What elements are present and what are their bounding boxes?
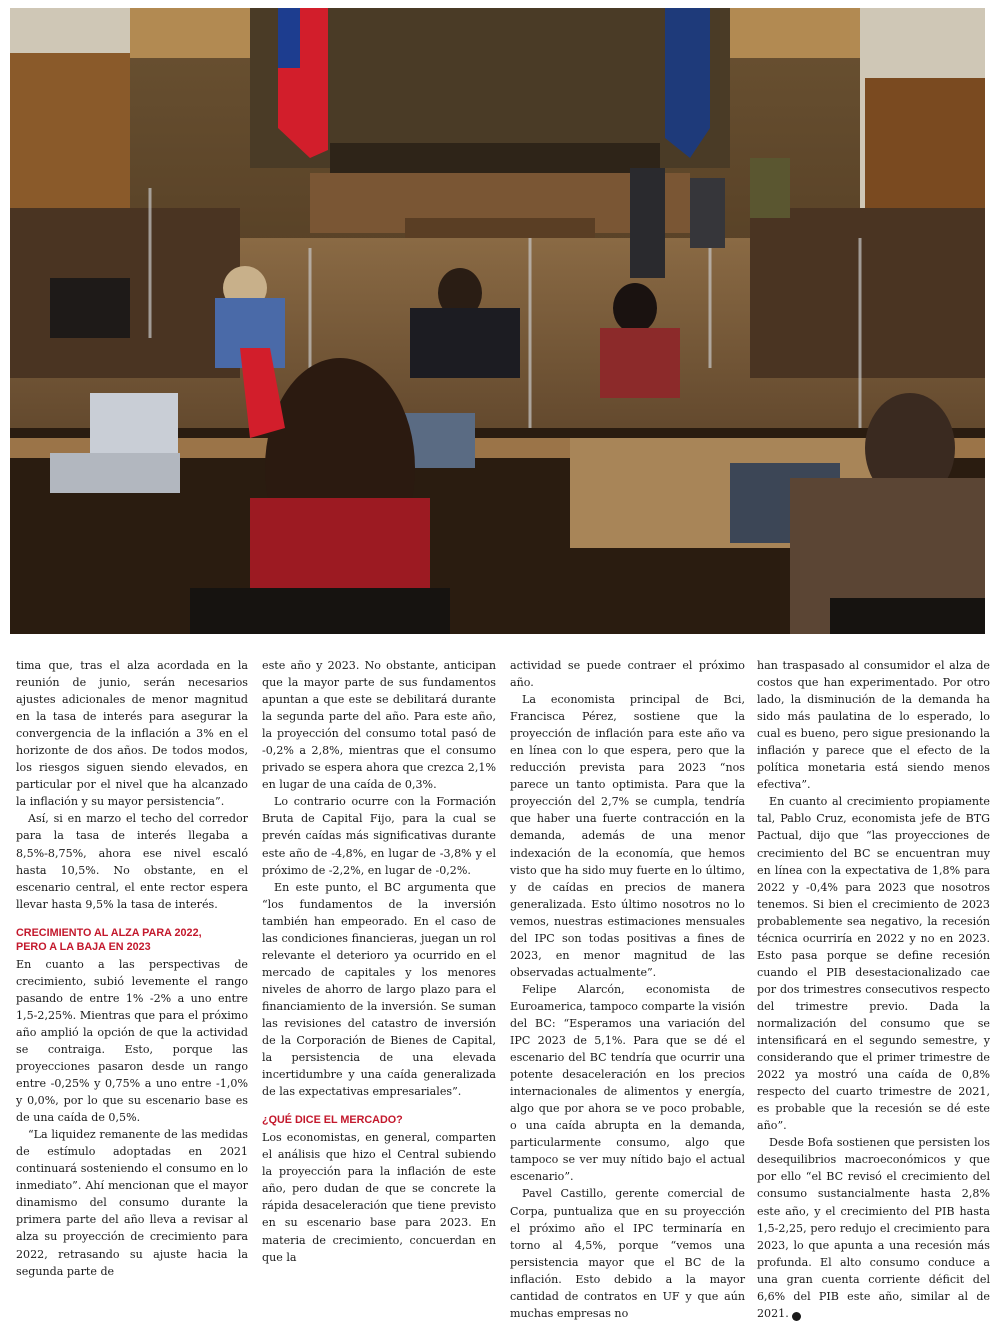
paragraph-text: Desde Bofa sostienen que persisten los desequilibrios macroeconómicos y que por ello “el BC revisó el crecimiento del consumo sustancialmente hasta 2,8% este año, y el crecimiento del PIB hasta 1,5-2,25, pero redujo el crecimiento para 2023, lo que apunta a una recesión más profunda. El alto consumo conduce a una gran cuenta corriente déficit del 6,6% del PIB este año, similar al de 2021.	[757, 1136, 990, 1320]
paragraph: actividad se puede contraer el próximo año.	[510, 659, 745, 690]
article-column-2	[262, 657, 496, 1266]
paragraph: tima que, tras el alza acordada en la reunión de junio, serán necesarios ajustes adicionales de menor magnitud en la tasa de interés para asegurar la convergencia de la inflación a 3% en el horizonte de dos años. De todos modos, los riesgos siguen siendo elevados, en particular por el nivel que ha alcanzado la inflación y su mayor persistencia”.	[16, 659, 248, 809]
article-photo	[10, 8, 985, 634]
paragraph: Pavel Castillo, gerente comercial de Corpa, puntualiza que en su proyección el próximo año el IPC terminaría en torno al 4,5%, porque “vemos una persistencia mayor que el BC de la inflación. Esto debido a la mayor cantidad de contratos en UF y que aún muchas empresas no	[510, 1187, 745, 1320]
paragraph: este año y 2023. No obstante, anticipan que la mayor parte de sus fundamentos apuntan a que este se debilitará durante la segunda parte del año. Para este año, la proyección del consumo total pasó de -0,2% a 2,8%, mientras que el consumo privado se espera ahora que crezca 2,1% en lugar de una caída de 0,3%.	[262, 659, 496, 792]
paragraph: En cuanto a las perspectivas de crecimiento, subió levemente el rango pasando de entre 1% -2% a uno entre 1,5-2,25%. Mientras que para el próximo año amplió la opción de que la actividad se contraiga. Esto, porque las proyecciones pasaron desde un rango entre -0,25% y 0,75% a uno entre -1,0% y 0,0%, por lo que su escenario base es de una caída de 0,5%.	[16, 957, 248, 1125]
paragraph: En este punto, el BC argumenta que “los fundamentos de la inversión también han empeorado. En el caso de las condiciones financieras, juegan un rol relevante el deterioro ya ocurrido en el mercado de capitales y los menores niveles de ahorro de largo plazo para el financiamiento de la inversión. Se suman las revisiones del catastro de inversión de la Corporación de Bienes de Capital, la persistencia de una elevada incertidumbre y una caída generalizada de las expectativas empresariales”.	[262, 880, 496, 1099]
section-heading-growth: CRECIMIENTO AL ALZA PARA 2022, PERO A LA BAJA EN 2023	[16, 926, 202, 953]
article-column-3	[510, 657, 745, 1322]
paragraph: Los economistas, en general, comparten el análisis que hizo el Central subiendo la proyección para la inflación de este año, pero dudan de que se concrete la rápida desaceleración que tiene previsto en su escenario base para 2023. En materia de crecimiento, concuerdan en que la	[262, 1131, 496, 1264]
paragraph: Felipe Alarcón, economista de Euroamerica, tampoco comparte la visión del BC: “Esperamos una variación del IPC 2023 de 5,1%. Para que se dé el escenario del BC tendría que ocurrir una potente desaceleración en los precios internacionales de alimentos y energía, algo que por ahora se ve poco probable, o una caída abrupta en la demanda, particularmente consumo, algo que tampoco se ver muy nítido bajo el actual escenario”.	[510, 982, 745, 1184]
paragraph: En cuanto al crecimiento propiamente tal, Pablo Cruz, economista jefe de BTG Pactual, dijo que “las proyecciones de crecimiento del BC se encuentran muy en línea con la expectativa de 1,8% para 2022 y -0,4% para 2023 que nosotros tenemos. Si bien el crecimiento de 2023 probablemente sea negativo, la recesión técnica ocurriría en 2022 y no en 2023. Esto pasa porque se define recesión cuando el PIB desestacionalizado cae por dos trimestres consecutivos respecto del trimestre previo. Dada la normalización del consumo que se intensificará en el segundo semestre, y considerando que el primer trimestre de 2022 ya mostró una caída de 0,8% respecto del cuarto trimestre de 2021, es probable que la recesión se dé este año”.	[757, 795, 990, 1133]
paragraph: La economista principal de Bci, Francisca Pérez, sostiene que la proyección de inflación para este año va en línea con lo que espera, pero que la reducción prevista para 2023 “nos parece un tanto optimista. Para que la proyección del 2,7% se cumpla, tendría que haber una fuerte contracción en la demanda, además de una menor indexación de la economía, que hemos visto que ha sido muy fuerte en lo último, y de caídas en precios de manera generalizada. Esto último nosotros no lo vemos, nuestras estimaciones mensuales del IPC son todas positivas a fines de 2023, en menor magnitud de las observadas actualmente”.	[510, 693, 745, 979]
paragraph: han traspasado al consumidor el alza de costos que han experimentado. Por otro lado, la disminución de la demanda ha sido más paulatina de lo esperado, lo cual es bueno, pero sigue presionando la inflación y parece que el efecto de la política monetaria está siendo menos efectiva”.	[757, 659, 990, 792]
paragraph: Así, si en marzo el techo del corredor para la tasa de interés llegaba a 8,5%-8,75%, ahora ese nivel escaló hasta 10,5%. No obstante, en el escenario central, el ente rector espera llevar hasta 9,5% la tasa de interés.	[16, 812, 248, 911]
article-column-1	[16, 657, 248, 1280]
article-column-4	[757, 657, 990, 1322]
end-of-article-icon: P	[792, 1312, 801, 1321]
paragraph	[757, 1134, 990, 1322]
section-heading-market: ¿QUÉ DICE EL MERCADO?	[262, 1114, 403, 1127]
paragraph: Lo contrario ocurre con la Formación Bruta de Capital Fijo, para la cual se prevén caídas más significativas durante este año de -4,8%, en lugar de -3,8% y el próximo de -2,2%, en lugar de -0,2%.	[262, 795, 496, 877]
senate-chamber-photo	[10, 8, 985, 634]
paragraph: “La liquidez remanente de las medidas de estímulo adoptadas en 2021 continuará sosteniendo el consumo en lo inmediato”. Ahí mencionan que el mayor dinamismo del consumo durante la primera parte del año lleva a revisar al alza su proyección de crecimiento para 2022, retrasando su ajuste hacia la segunda parte de	[16, 1128, 248, 1278]
